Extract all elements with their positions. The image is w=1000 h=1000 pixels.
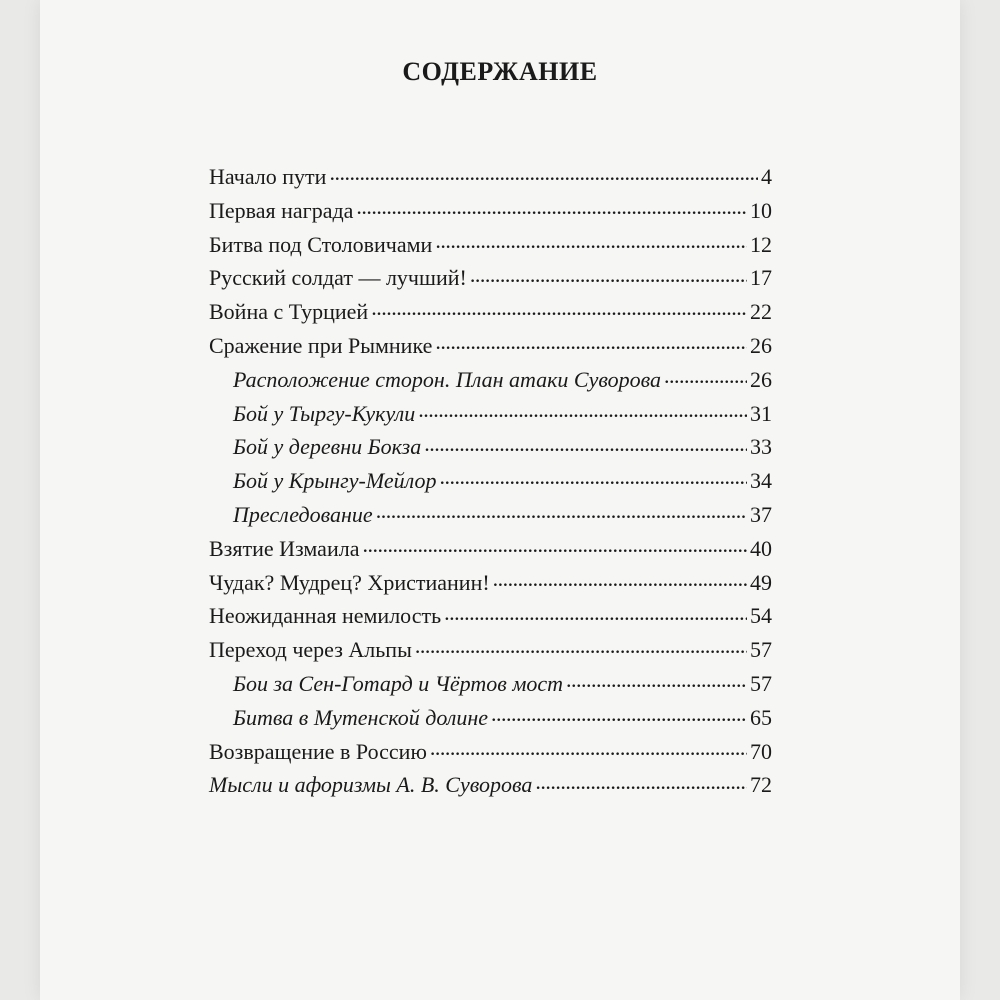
toc-subentry	[209, 701, 772, 735]
toc-entry-title: Бой у деревни Бокза	[233, 434, 422, 460]
toc-entry-title: Неожиданная немилость	[209, 603, 442, 629]
dot-leader	[444, 601, 747, 623]
dot-leader	[435, 230, 747, 252]
toc-entry-page: 12	[750, 231, 772, 257]
toc-entry-title: Расположение сторон. План атаки Суворова	[233, 366, 662, 392]
toc-entry	[209, 735, 772, 769]
toc-entry-page: 57	[750, 670, 772, 696]
toc-entry-title: Преследование	[233, 501, 373, 527]
dot-leader	[439, 466, 747, 488]
toc-entry	[209, 768, 772, 802]
toc-entry-page: 70	[750, 738, 772, 764]
toc-entry	[209, 160, 772, 194]
dot-leader	[535, 770, 747, 792]
toc-entry-page: 72	[750, 772, 772, 798]
toc-entry-title: Бой у Крынгу-Мейлор	[233, 468, 437, 494]
dot-leader	[376, 500, 747, 522]
toc-entry-page: 22	[750, 299, 772, 325]
toc-entry-page: 54	[750, 603, 772, 629]
toc-entry	[209, 532, 772, 566]
toc-subentry	[209, 363, 772, 397]
toc-entry-page: 26	[750, 366, 772, 392]
toc-entry-page: 10	[750, 197, 772, 223]
toc-entry	[209, 633, 772, 667]
page-title: СОДЕРЖАНИЕ	[402, 57, 598, 86]
toc-entry	[209, 261, 772, 295]
toc-entry-page: 34	[750, 468, 772, 494]
toc-entry-page: 17	[750, 265, 772, 291]
toc-entry-title: Битва под Столовичами	[209, 231, 433, 257]
toc-entry-title: Сражение при Рымнике	[209, 332, 433, 358]
dot-leader	[362, 534, 747, 556]
toc-entry-title: Битва в Мутенской долине	[233, 704, 489, 730]
dot-leader	[371, 297, 747, 319]
toc-entry-page: 33	[750, 434, 772, 460]
toc-entry-page: 37	[750, 501, 772, 527]
dot-leader	[493, 568, 747, 590]
toc-subentry	[209, 667, 772, 701]
dot-leader	[356, 196, 747, 218]
toc-entry-title: Война с Турцией	[209, 299, 369, 325]
dot-leader	[664, 365, 747, 387]
toc-subentry	[209, 397, 772, 431]
dot-leader	[566, 669, 747, 691]
toc-entry-page: 4	[761, 164, 772, 189]
dot-leader	[435, 331, 747, 353]
toc-entry-title: Возвращение в Россию	[209, 738, 427, 764]
toc-subentry	[209, 498, 772, 532]
toc-entry	[209, 295, 772, 329]
toc-entry	[209, 194, 772, 228]
dot-leader	[418, 399, 747, 421]
dot-leader	[470, 263, 747, 285]
toc-entry-title: Русский солдат — лучший!	[209, 265, 467, 291]
toc-entry-title: Первая награда	[209, 197, 354, 223]
toc-entry-page: 26	[750, 332, 772, 358]
toc-entry-page: 40	[750, 535, 772, 561]
dot-leader	[424, 432, 747, 454]
toc-entry-title: Мысли и афоризмы А. В. Суворова	[209, 772, 533, 798]
toc-entry-title: Начало пути	[209, 164, 327, 189]
toc-entry-page: 49	[750, 569, 772, 595]
toc-entry	[209, 566, 772, 600]
toc-entry-title: Переход через Альпы	[209, 637, 412, 663]
dot-leader	[415, 635, 747, 657]
toc-entry-title: Бой у Тыргу-Кукули	[233, 400, 416, 426]
toc-entry	[209, 228, 772, 262]
dot-leader	[329, 162, 758, 184]
toc-subentry	[209, 430, 772, 464]
dot-leader	[430, 737, 747, 759]
toc-entry-title: Бои за Сен-Готард и Чёртов мост	[233, 670, 564, 696]
table-of-contents	[209, 160, 772, 802]
toc-entry-title: Взятие Измаила	[209, 535, 360, 561]
toc-entry	[209, 599, 772, 633]
toc-entry-page: 57	[750, 637, 772, 663]
toc-entry-page: 31	[750, 400, 772, 426]
toc-subentry	[209, 464, 772, 498]
dot-leader	[491, 703, 747, 725]
toc-entry-title: Чудак? Мудрец? Христианин!	[209, 569, 490, 595]
toc-entry-page: 65	[750, 704, 772, 730]
toc-entry	[209, 329, 772, 363]
